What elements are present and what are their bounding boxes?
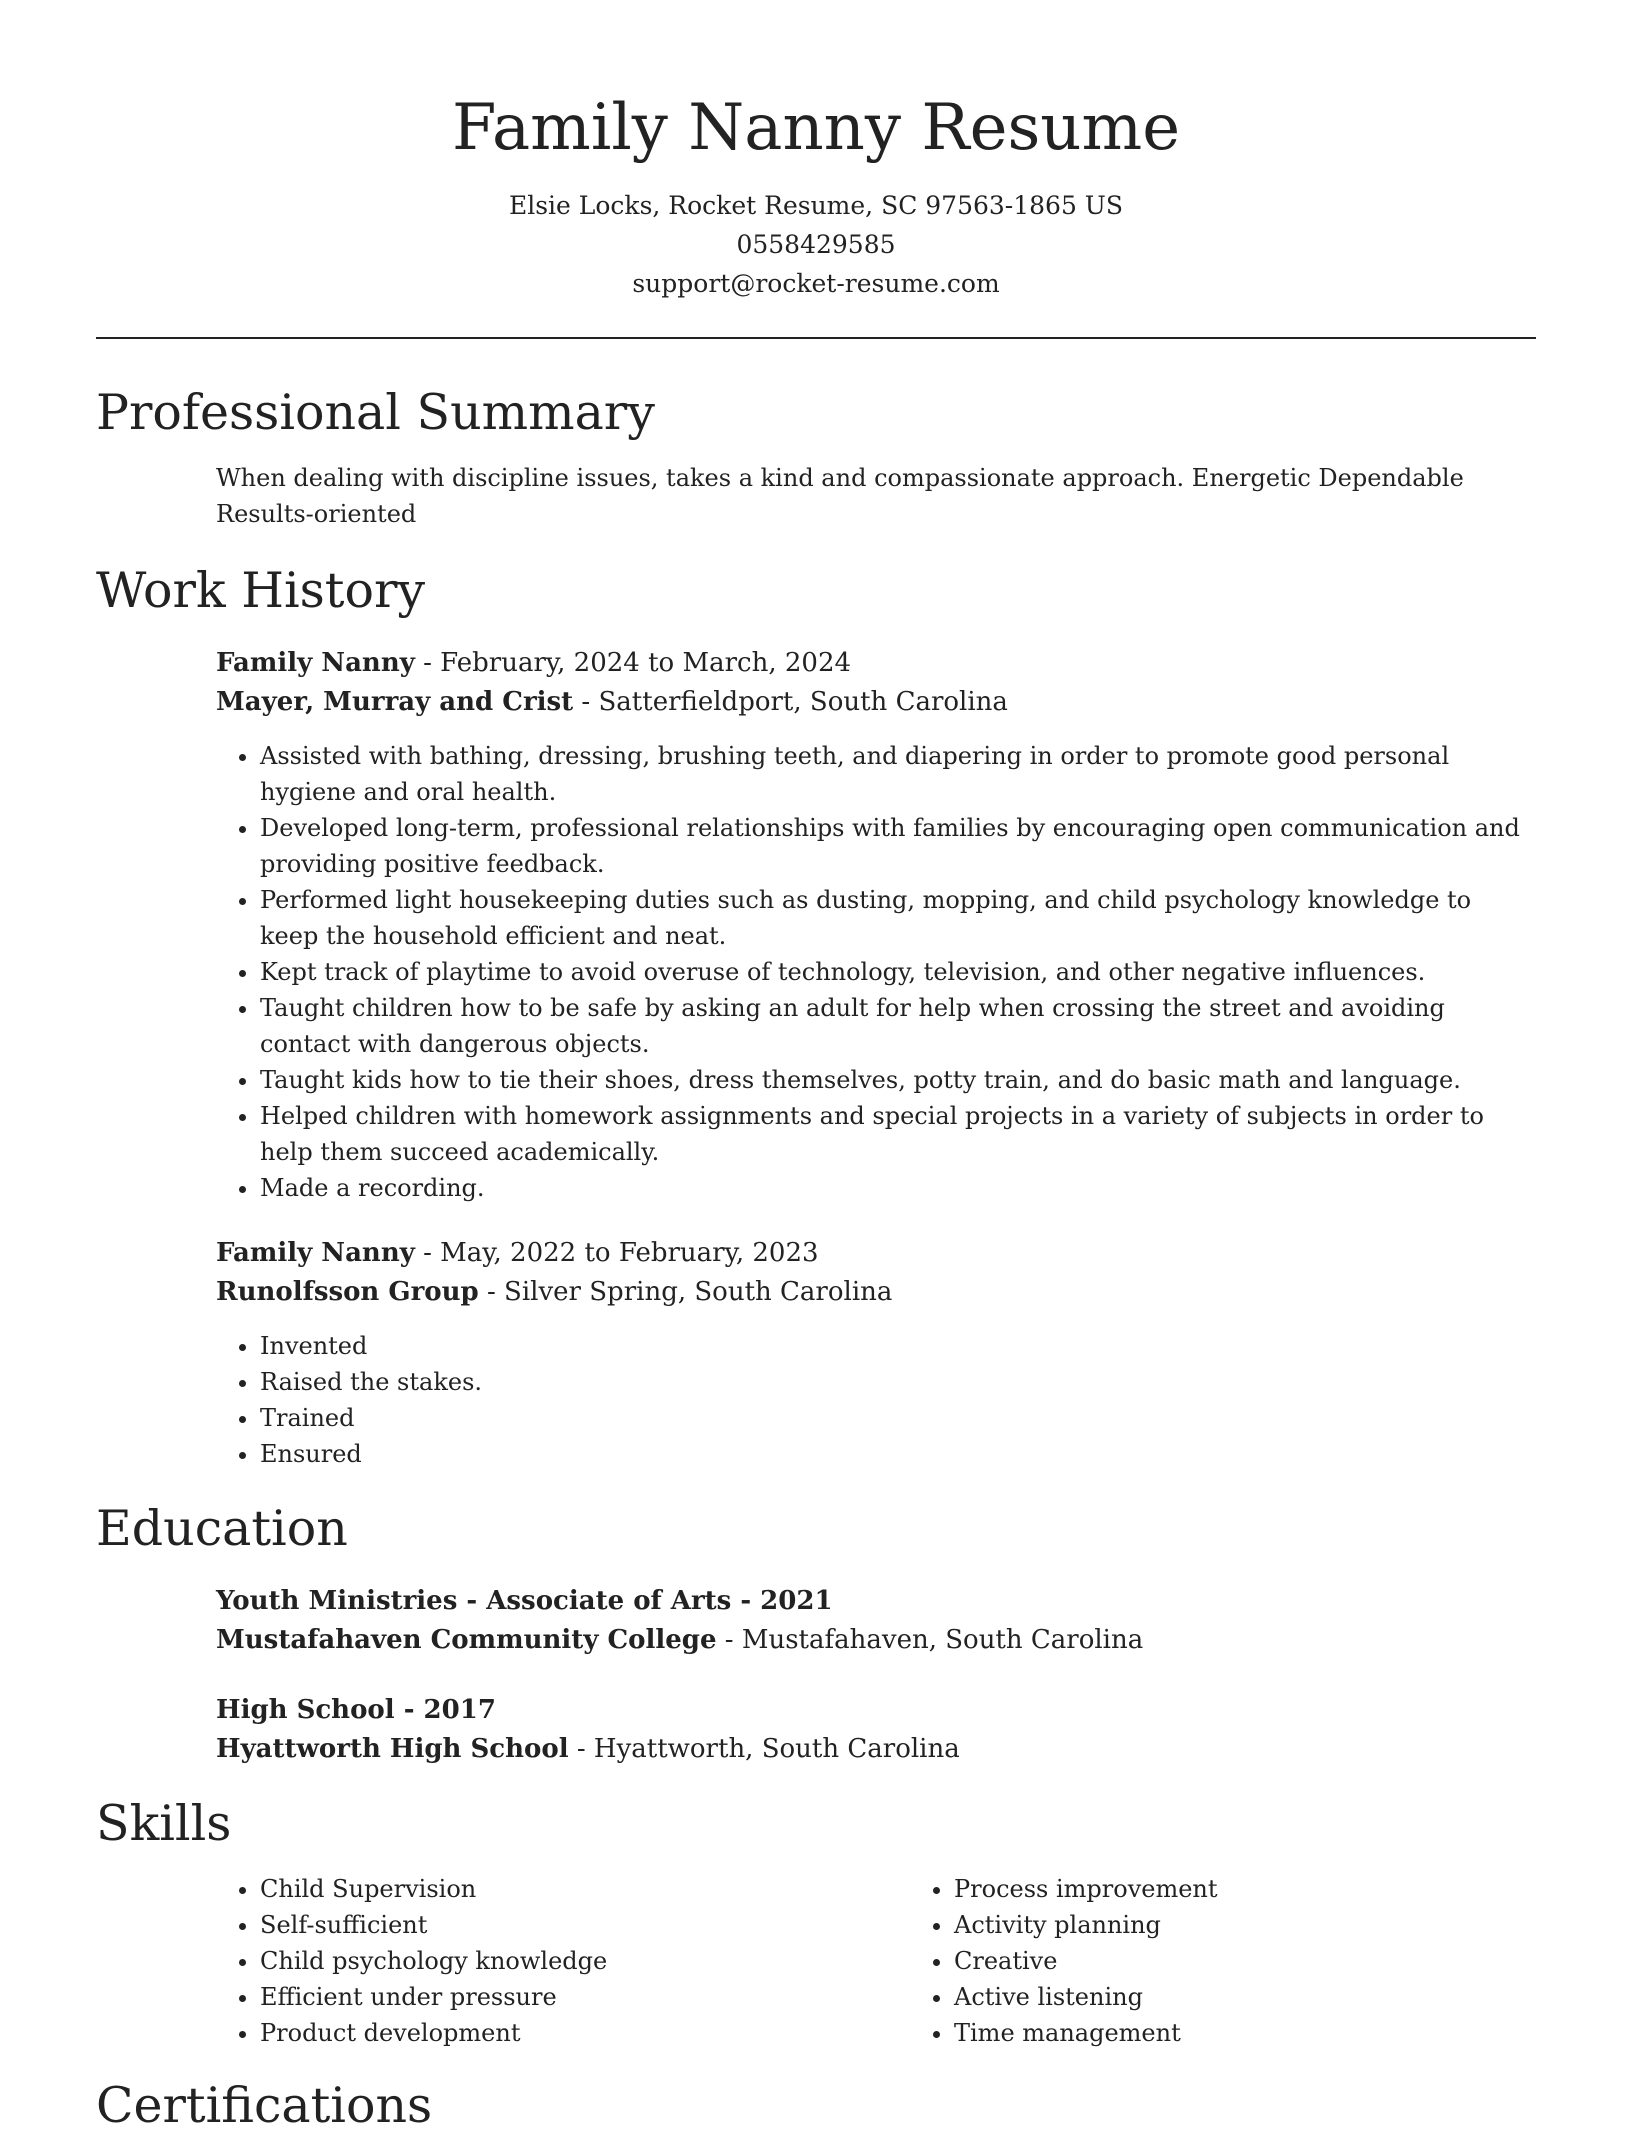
skill-item: • Efficient under pressure	[260, 1979, 910, 2015]
resume-page	[96, 0, 1536, 2134]
job-title-line	[216, 644, 1536, 683]
degree-text: High School - 2017	[216, 1695, 496, 1725]
job-company: Mayer, Murray and Crist	[216, 687, 574, 717]
school-name: Mustafahaven Community College	[216, 1625, 717, 1655]
job-title: Family Nanny	[216, 1238, 415, 1268]
skill-item: • Active listening	[954, 1979, 1604, 2015]
summary-section	[96, 380, 1536, 532]
certifications-section	[96, 2073, 1536, 2139]
certifications-heading: Certifications	[96, 2077, 433, 2134]
skills-list-left	[216, 1871, 910, 2051]
job-bullet: • Trained	[260, 1400, 1536, 1436]
school-name: Hyattworth High School	[216, 1734, 569, 1764]
contact-email[interactable]: support@rocket-resume.com	[632, 269, 1000, 298]
skills-section	[96, 1791, 1536, 2051]
school-line	[216, 1730, 1536, 1769]
job-bullet: • Assisted with bathing, dressing, brushing teeth, and diapering in order to promote good personal hygiene and oral health.	[260, 738, 1536, 810]
job-bullet: • Performed light housekeeping duties such as dusting, mopping, and child psychology knowledge to keep the household efficient and neat.	[260, 882, 1536, 954]
job-bullet: • Kept track of playtime to avoid overuse of technology, television, and other negative influences.	[260, 954, 1536, 990]
skills-list-right	[910, 1871, 1604, 2051]
job-bullet: • Invented	[260, 1328, 1536, 1364]
skills-heading: Skills	[96, 1795, 232, 1852]
education-entry	[216, 1582, 1536, 1660]
job-bullet: • Ensured	[260, 1436, 1536, 1472]
degree-text: Youth Ministries - Associate of Arts - 2021	[216, 1586, 833, 1616]
job-title: Family Nanny	[216, 648, 415, 678]
job-bullet: • Developed long-term, professional relationships with families by encouraging open communication and providing positive feedback.	[260, 810, 1536, 882]
skill-item: • Child Supervision	[260, 1871, 910, 1907]
skill-item: • Process improvement	[954, 1871, 1604, 1907]
resume-title: Family Nanny Resume	[451, 91, 1181, 165]
job-entry	[216, 1234, 1536, 1472]
job-bullet: • Taught children how to be safe by asking an adult for help when crossing the street and avoiding contact with dangerous objects.	[260, 990, 1536, 1062]
job-company-line	[216, 683, 1536, 722]
skill-item: • Self-sufficient	[260, 1907, 910, 1943]
skill-item: • Activity planning	[954, 1907, 1604, 1943]
job-bullet: • Helped children with homework assignments and special projects in a variety of subjects in order to help them succeed academically.	[260, 1098, 1536, 1170]
education-section	[96, 1496, 1536, 1769]
skill-item: • Product development	[260, 2015, 910, 2051]
header-divider	[96, 337, 1536, 339]
job-bullet: • Made a recording.	[260, 1170, 1536, 1206]
contact-block	[96, 186, 1536, 303]
job-title-line	[216, 1234, 1536, 1273]
job-bullet: • Taught kids how to tie their shoes, dress themselves, potty train, and do basic math and language.	[260, 1062, 1536, 1098]
contact-address: Elsie Locks, Rocket Resume, SC 97563-1865 US	[508, 191, 1124, 220]
job-bullet-list	[216, 1328, 1536, 1472]
school-line	[216, 1621, 1536, 1660]
job-entry	[216, 644, 1536, 1206]
job-bullet-list	[216, 738, 1536, 1206]
school-location: - Mustafahaven, South Carolina	[716, 1625, 1144, 1655]
work-history-heading: Work History	[96, 562, 426, 619]
summary-text: When dealing with discipline issues, takes a kind and compassionate approach. Energetic Dependable Results-oriented	[216, 464, 1464, 528]
skill-item: • Time management	[954, 2015, 1604, 2051]
summary-heading: Professional Summary	[96, 384, 655, 441]
resume-header	[96, 0, 1536, 303]
job-bullet: • Raised the stakes.	[260, 1364, 1536, 1400]
work-history-section	[96, 558, 1536, 1472]
skill-item: • Creative	[954, 1943, 1604, 1979]
school-location: - Hyattworth, South Carolina	[568, 1734, 960, 1764]
contact-phone: 0558429585	[736, 230, 896, 259]
education-entry	[216, 1691, 1536, 1769]
job-company-line	[216, 1273, 1536, 1312]
degree-line	[216, 1582, 1536, 1621]
job-location: - Silver Spring, South Carolina	[478, 1277, 893, 1307]
degree-line	[216, 1691, 1536, 1730]
education-heading: Education	[96, 1500, 348, 1557]
job-company: Runolfsson Group	[216, 1277, 479, 1307]
skills-grid	[216, 1871, 1536, 2051]
summary-body	[216, 460, 1536, 532]
job-location: - Satterfieldport, South Carolina	[573, 687, 1008, 717]
skill-item: • Child psychology knowledge	[260, 1943, 910, 1979]
job-dates: - February, 2024 to March, 2024	[414, 648, 852, 678]
job-dates: - May, 2022 to February, 2023	[414, 1238, 819, 1268]
